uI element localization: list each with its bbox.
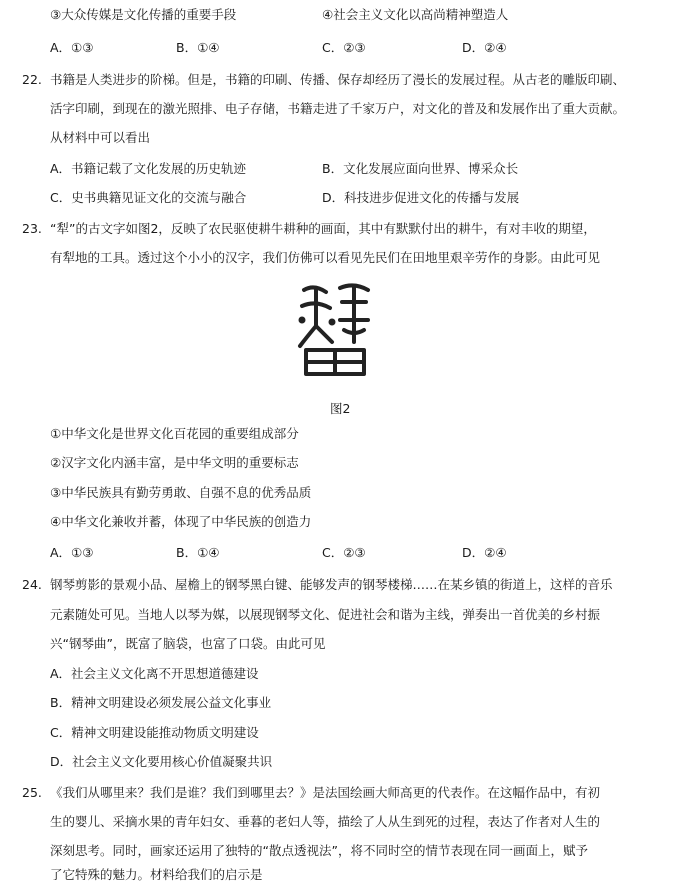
q24-option-d: D．社会主义文化要用核心价值凝聚共识 (50, 754, 273, 769)
question-23-number: 23. (22, 221, 42, 236)
question-25-text-line: 生的婴儿、采摘水果的青年妇女、垂暮的老妇人等，描绘了人从生到死的过程，表达了作者对人生的 (50, 814, 601, 829)
option-c: C．②③ (322, 40, 366, 55)
question-23-text-line: 有犁地的工具。透过这个小小的汉字，我们仿佛可以看见先民们在田地里艰辛劳作的身影。由此可见 (50, 250, 601, 265)
statement-4: ④社会主义文化以高尚精神塑造人 (322, 7, 509, 22)
question-25-number: 25. (22, 785, 42, 800)
question-25-text-line: 《我们从哪里来？我们是谁？我们到哪里去？》是法国绘画大师高更的代表作。在这幅作品中，有初 (50, 785, 601, 800)
question-23-text-line: “犁”的古文字如图2，反映了农民驱使耕牛耕种的画面，其中有默默付出的耕牛，有对丰收的期望， (50, 221, 596, 236)
q23-statement-3: ③中华民族具有勤劳勇敢、自强不息的优秀品质 (50, 485, 312, 500)
q24-option-c: C．精神文明建设能推动物质文明建设 (50, 725, 259, 740)
question-22-text-line: 活字印刷，到现在的激光照排、电子存储，书籍走进了千家万户，对文化的普及和发展作出了重大贡献。 (50, 101, 626, 116)
q23-statement-4: ④中华文化兼收并蓄，体现了中华民族的创造力 (50, 514, 312, 529)
ancient-character-image (296, 280, 374, 380)
statement-3: ③大众传媒是文化传播的重要手段 (50, 7, 237, 22)
question-25-text-line: 深刻思考。同时，画家还运用了独特的“散点透视法”，将不同时空的情节表现在同一画面上，赋予 (50, 843, 588, 858)
question-22-number: 22. (22, 72, 42, 87)
q22-option-d: D．科技进步促进文化的传播与发展 (322, 190, 520, 205)
q23-statement-2: ②汉字文化内涵丰富，是中华文明的重要标志 (50, 455, 299, 470)
q23-option-d: D．②④ (462, 545, 507, 560)
q23-option-c: C．②③ (322, 545, 366, 560)
q22-option-a: A．书籍记载了文化发展的历史轨迹 (50, 161, 247, 176)
question-22-text-line: 从材料中可以看出 (50, 130, 151, 145)
q23-statement-1: ①中华文化是世界文化百花园的重要组成部分 (50, 426, 299, 441)
q23-option-a: A．①③ (50, 545, 94, 560)
question-24-number: 24. (22, 577, 42, 592)
option-b: B．①④ (176, 40, 220, 55)
question-24-text-line: 兴“钢琴曲”，既富了脑袋，也富了口袋。由此可见 (50, 636, 326, 651)
q22-option-c: C．史书典籍见证文化的交流与融合 (50, 190, 247, 205)
question-24-text-line: 钢琴剪影的景观小品、屋檐上的钢琴黑白键、能够发声的钢琴楼梯……在某乡镇的街道上，这样的音乐 (50, 577, 613, 592)
option-d: D．②④ (462, 40, 507, 55)
figure-caption: 图2 (330, 401, 351, 416)
question-22-text-line: 书籍是人类进步的阶梯。但是，书籍的印刷、传播、保存却经历了漫长的发展过程。从古老的雕版印刷、 (50, 72, 626, 87)
option-a: A．①③ (50, 40, 94, 55)
question-24-text-line: 元素随处可见。当地人以琴为媒，以展现钢琴文化、促进社会和谐为主线，弹奏出一首优美的乡村振 (50, 607, 601, 622)
q22-option-b: B．文化发展应面向世界、博采众长 (322, 161, 519, 176)
q24-option-b: B．精神文明建设必须发展公益文化事业 (50, 695, 272, 710)
q24-option-a: A．社会主义文化离不开思想道德建设 (50, 666, 259, 681)
q23-option-b: B．①④ (176, 545, 220, 560)
question-25-text-line: 了它特殊的魅力。材料给我们的启示是 (50, 867, 263, 882)
